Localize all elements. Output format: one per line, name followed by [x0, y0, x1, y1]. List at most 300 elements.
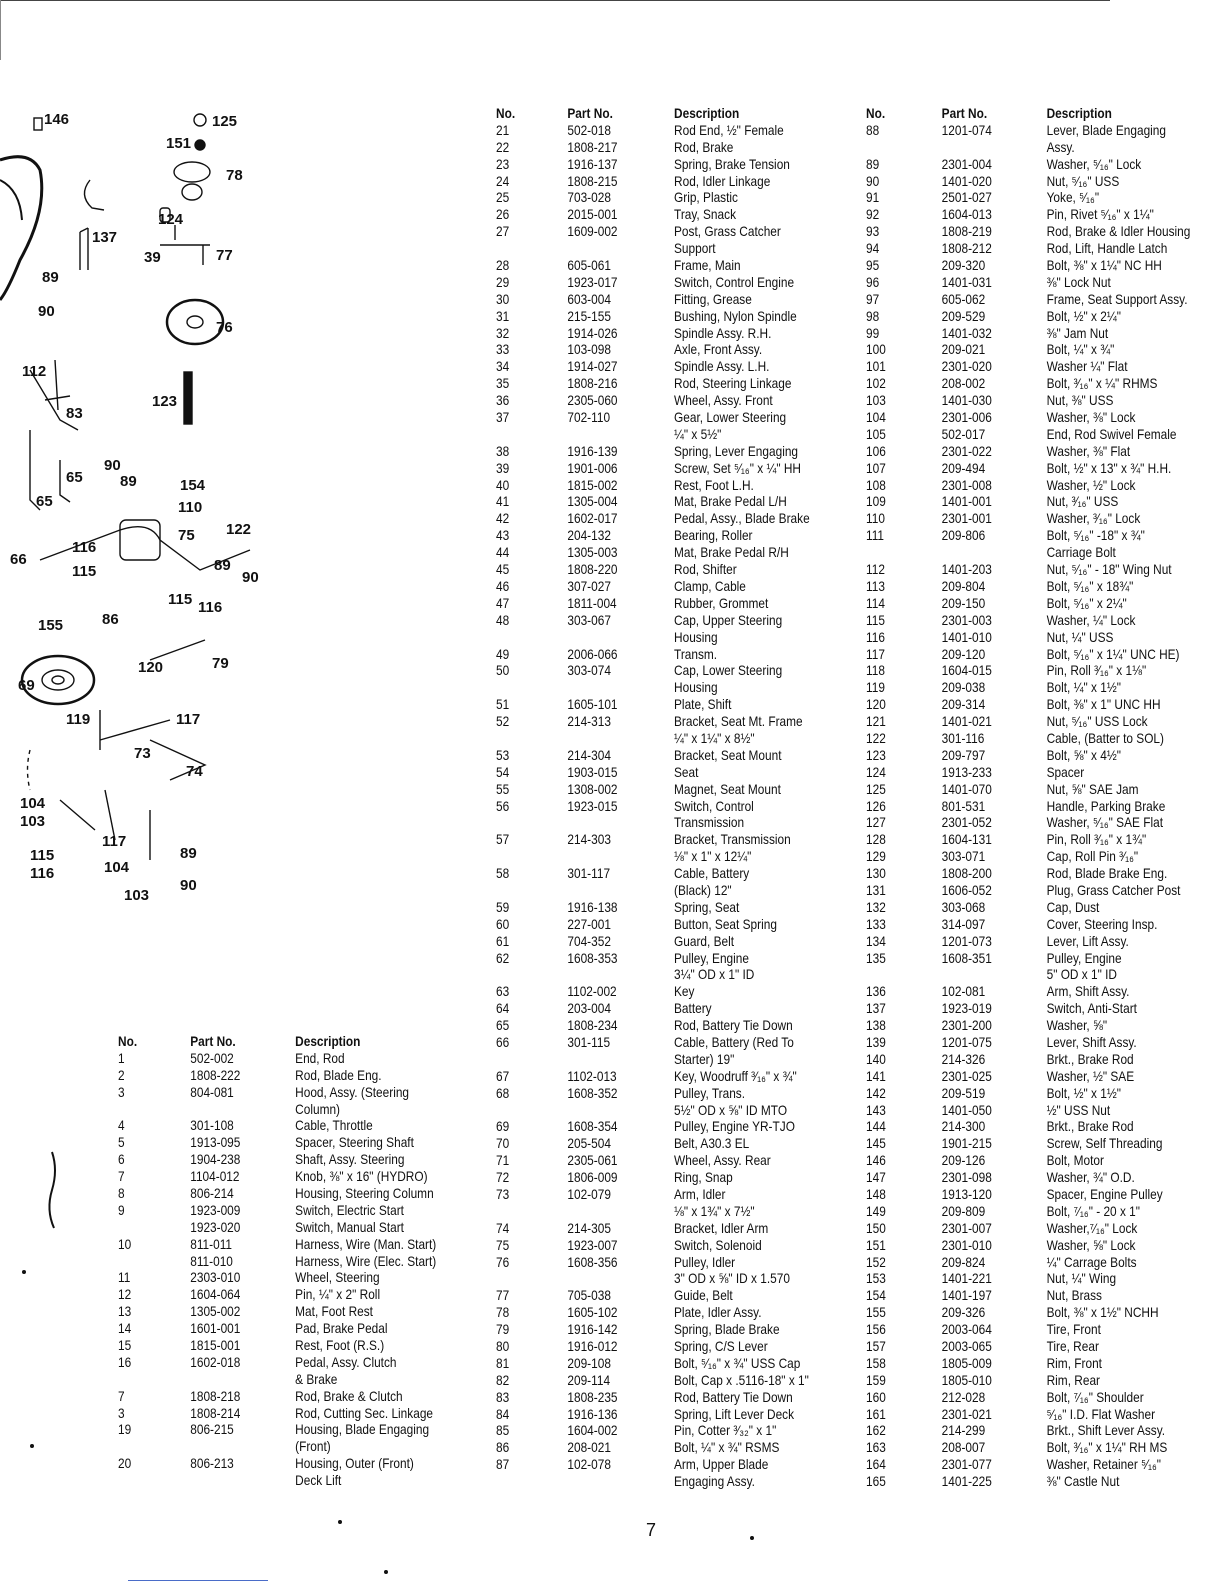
part-description: Wheel, Assy. Front	[674, 393, 773, 409]
part-number-index: 25	[496, 190, 510, 206]
part-number: 1608-356	[567, 1254, 618, 1270]
speck	[384, 1570, 388, 1574]
part-number: 301-116	[941, 730, 985, 746]
callout-125: 125	[212, 113, 238, 130]
part-description: Pedal, Assy., Blade Brake	[674, 511, 810, 527]
part-description: Tire, Rear	[1046, 1339, 1099, 1355]
part-number: 209-108	[567, 1355, 611, 1371]
part-number-index: 82	[496, 1372, 510, 1388]
part-number-index: 24	[496, 173, 510, 189]
part-number-index: 30	[496, 291, 510, 307]
speck	[22, 1270, 26, 1274]
callout-89d: 89	[180, 845, 197, 862]
part-description: Cable, Battery (Red To	[674, 1034, 794, 1050]
callout-65b: 65	[36, 493, 53, 510]
part-number: 1808-217	[567, 139, 618, 155]
part-number: 102-078	[567, 1457, 611, 1473]
part-number-index: 159	[866, 1372, 886, 1388]
part-number-index: 76	[496, 1254, 510, 1270]
part-number-index: 127	[866, 815, 886, 831]
part-number: 208-007	[941, 1440, 986, 1456]
callout-83: 83	[66, 405, 83, 422]
part-number-index: 43	[496, 528, 510, 544]
callout-74: 74	[186, 763, 203, 780]
part-number: 2301-003	[941, 612, 992, 628]
callout-77: 77	[216, 247, 233, 264]
part-number-index: 97	[866, 291, 880, 307]
part-description: & Brake	[295, 1371, 338, 1387]
part-description: Arm, Upper Blade	[674, 1457, 769, 1473]
callout-103b: 103	[124, 887, 150, 904]
part-number: 1605-101	[567, 697, 618, 713]
part-description: Bolt, ⁵⁄₁₆" -18" x ¾"	[1046, 528, 1145, 544]
part-description: Spring, Blade Brake	[674, 1322, 780, 1338]
part-number: 1808-235	[567, 1389, 618, 1405]
part-description: Clamp, Cable	[674, 578, 746, 594]
part-number: 212-028	[941, 1389, 986, 1405]
part-description: Pin, Rivet ⁵⁄₁₆" x 1¼"	[1046, 207, 1154, 223]
part-number-index: 86	[496, 1440, 510, 1456]
part-number-index: 98	[866, 308, 880, 324]
part-number-index: 145	[866, 1136, 886, 1152]
part-number: 102-081	[941, 984, 986, 1000]
part-number: 1923-017	[567, 274, 618, 290]
part-number-index: 108	[866, 477, 886, 493]
part-description: Switch, Anti-Start	[1046, 1001, 1137, 1017]
part-number-index: 7	[118, 1169, 125, 1185]
part-number: 1401-221	[941, 1271, 992, 1287]
part-number-index: 114	[866, 595, 885, 611]
part-description: Axle, Front Assy.	[674, 342, 763, 358]
part-description: Washer, ³⁄₁₆" Lock	[1046, 511, 1141, 527]
part-number: 1608-352	[567, 1085, 618, 1101]
part-description: Handle, Parking Brake	[1046, 798, 1166, 814]
part-number: 209-126	[941, 1153, 986, 1169]
part-number: 1913-120	[941, 1187, 992, 1202]
header-part-no: Part No.	[567, 106, 613, 121]
part-number-index: 41	[496, 494, 510, 510]
header-description: Description	[674, 106, 740, 121]
part-description: Pulley, Engine	[1046, 950, 1122, 966]
part-description: Mat, Brake Pedal R/H	[674, 545, 789, 561]
part-number: 214-304	[567, 747, 611, 763]
callout-119: 119	[66, 711, 91, 728]
part-description: Guide, Belt	[674, 1288, 733, 1304]
part-number-index: 142	[866, 1085, 886, 1101]
part-number-index: 151	[866, 1237, 886, 1253]
part-number-index: 130	[866, 866, 886, 882]
callout-86: 86	[102, 611, 119, 628]
part-number: 307-027	[567, 578, 611, 594]
part-number: 1923-015	[567, 798, 618, 814]
part-number: 1916-139	[567, 443, 618, 459]
part-number-index: 110	[866, 511, 885, 527]
part-description: Washer, ⅜" Flat	[1046, 443, 1131, 459]
part-number: 1914-026	[567, 325, 618, 341]
part-number: 1923-020	[190, 1219, 241, 1235]
part-description: Rod, Blade Brake Eng.	[1046, 866, 1168, 882]
part-number: 1916-012	[567, 1339, 618, 1355]
part-description: Plate, Shift	[674, 697, 732, 713]
part-number: 2501-027	[941, 190, 992, 206]
part-description: ⅜" Lock Nut	[1046, 274, 1111, 290]
part-description: Nut, ⅝" SAE Jam	[1046, 781, 1139, 797]
part-number: 1604-002	[567, 1423, 618, 1439]
part-number-index: 150	[866, 1220, 886, 1236]
part-description: Rod, Shifter	[674, 562, 737, 578]
callout-112: 112	[22, 363, 47, 380]
part-number-index: 74	[496, 1220, 510, 1236]
part-number-index: 146	[866, 1153, 886, 1169]
part-number-index: 88	[866, 122, 880, 138]
part-description: Nut, Brass	[1046, 1288, 1102, 1304]
part-description: Nut, ⅜" USS	[1046, 393, 1114, 409]
part-number-index: 121	[866, 714, 886, 730]
part-description: End, Rod Swivel Female	[1046, 426, 1177, 442]
part-number: 303-068	[941, 899, 986, 915]
part-description: Rim, Rear	[1046, 1372, 1101, 1388]
part-description: Cable, Throttle	[295, 1118, 373, 1134]
part-number: 209-519	[941, 1085, 986, 1101]
callout-66: 66	[10, 551, 27, 568]
part-number-index: 45	[496, 562, 510, 578]
part-number-index: 32	[496, 325, 510, 341]
part-number: 1808-222	[190, 1067, 241, 1083]
part-description: Switch, Control Engine	[674, 274, 795, 290]
part-description: Pin, Roll ³⁄₁₆" x 1⅛"	[1046, 663, 1147, 679]
part-number-index: 111	[866, 528, 885, 544]
part-description: Mat, Foot Rest	[295, 1304, 373, 1320]
part-description: Bolt, ⁵⁄₁₆" x ¾" USS Cap	[674, 1355, 801, 1371]
part-number: 301-117	[567, 866, 611, 882]
part-number: 801-531	[941, 798, 986, 814]
part-number-index: 5	[118, 1135, 125, 1151]
part-number-index: 95	[866, 258, 880, 274]
part-number: 1401-030	[941, 393, 992, 409]
part-number-index: 112	[866, 562, 885, 578]
part-description: Pad, Brake Pedal	[295, 1321, 388, 1337]
part-number: 1604-015	[941, 663, 992, 679]
part-description: Rod, Brake & Clutch	[295, 1388, 403, 1404]
part-number: 1602-018	[190, 1354, 241, 1370]
part-description: Housing, Blade Engaging	[295, 1422, 430, 1438]
part-number: 605-062	[941, 291, 986, 307]
callout-116c: 116	[30, 865, 55, 882]
part-number-index: 66	[496, 1034, 510, 1050]
part-number: 1104-012	[190, 1169, 240, 1185]
part-number: 209-021	[941, 342, 986, 358]
part-number: 502-017	[941, 426, 986, 442]
part-number: 1806-009	[567, 1170, 618, 1186]
part-number-index: 1	[118, 1050, 125, 1066]
part-number: 1401-203	[941, 562, 992, 578]
callout-115c: 115	[30, 847, 55, 864]
part-number: 2301-098	[941, 1170, 992, 1186]
part-number-index: 80	[496, 1339, 510, 1355]
part-description: Bolt, ³⁄₁₆" x 1¼" RH MS	[1046, 1440, 1168, 1456]
part-description: Washer,⁷⁄₁₆" Lock	[1046, 1220, 1138, 1236]
callout-90: 90	[38, 303, 55, 320]
part-number-index: 139	[866, 1034, 886, 1050]
part-number-index: 140	[866, 1051, 886, 1067]
part-number: 2301-008	[941, 477, 992, 493]
part-description: Rod, Blade Eng.	[295, 1067, 382, 1083]
part-number: 303-067	[567, 612, 611, 628]
part-description: Post, Grass Catcher	[674, 224, 781, 240]
part-description: Housing, Steering Column	[295, 1186, 434, 1202]
part-description: Key, Woodruff ³⁄₁₆" x ¾"	[674, 1068, 797, 1084]
part-number-index: 144	[866, 1119, 886, 1135]
part-description: Switch, Control	[674, 798, 754, 814]
callout-39: 39	[144, 249, 161, 266]
part-number-index: 126	[866, 798, 886, 814]
part-number-index: 106	[866, 443, 886, 459]
part-number: 208-021	[567, 1440, 611, 1456]
part-number: 214-313	[567, 714, 611, 730]
part-number: 1606-052	[941, 882, 992, 898]
part-description: Nut, ⁵⁄₁₆" USS	[1046, 173, 1120, 189]
part-description: Bolt, ³⁄₁₆" x ¼" RHMS	[1046, 376, 1158, 392]
part-description: ¼" x 5½"	[674, 426, 722, 442]
part-description: 3¼" OD x 1" ID	[674, 967, 755, 983]
part-number-index: 53	[496, 747, 510, 763]
part-description: Screw, Set ⁵⁄₁₆" x ¼" HH	[674, 460, 802, 476]
part-number-index: 72	[496, 1170, 510, 1186]
part-description: ⅛" x 1" x 12¼"	[674, 849, 752, 865]
part-number: 1815-002	[567, 477, 618, 493]
part-number: 103-098	[567, 342, 611, 358]
part-description: Assy.	[1046, 139, 1075, 155]
callout-89b: 89	[120, 473, 137, 490]
callout-137: 137	[92, 229, 118, 246]
part-number-index: 163	[866, 1440, 886, 1456]
header-description: Description	[1046, 106, 1112, 121]
part-number-index: 101	[866, 359, 886, 375]
part-number: 811-010	[190, 1253, 233, 1269]
part-number: 1601-001	[190, 1321, 241, 1337]
part-number: 2301-021	[941, 1406, 992, 1422]
part-number-index: 69	[496, 1119, 510, 1135]
callout-116b: 116	[198, 599, 223, 616]
part-description: Yoke, ⁵⁄₁₆"	[1046, 190, 1100, 206]
margin-bracket-mark	[44, 1150, 64, 1230]
part-number: 1605-102	[567, 1305, 618, 1321]
part-number-index: 3	[118, 1084, 125, 1100]
part-number-index: 4	[118, 1118, 125, 1134]
part-description: Pulley, Engine	[674, 950, 750, 966]
part-number-index: 34	[496, 359, 510, 375]
part-number: 1913-095	[190, 1135, 241, 1151]
part-number-index: 13	[118, 1304, 132, 1320]
callout-115: 115	[72, 563, 97, 580]
part-number: 1923-009	[190, 1202, 241, 1218]
callout-73: 73	[134, 745, 151, 762]
part-number-index: 77	[496, 1288, 510, 1304]
part-number-index: 75	[496, 1237, 510, 1253]
part-number-index: 33	[496, 342, 510, 358]
part-description: Spring, Brake Tension	[674, 156, 790, 172]
part-number: 2301-025	[941, 1068, 992, 1084]
part-number-index: 15	[118, 1338, 132, 1354]
part-number: 1305-003	[567, 545, 618, 561]
callout-90d: 90	[180, 877, 197, 894]
part-number: 204-132	[567, 528, 611, 544]
speck	[750, 1536, 754, 1540]
part-description: Bracket, Idler Arm	[674, 1220, 769, 1236]
part-description: Arm, Idler	[674, 1187, 726, 1202]
part-number-index: 6	[118, 1152, 125, 1168]
part-number: 1916-137	[567, 156, 618, 172]
part-number: 1401-050	[941, 1102, 992, 1118]
part-number: 2015-001	[567, 207, 618, 223]
part-description: Wheel, Steering	[295, 1270, 380, 1286]
part-number-index: 20	[118, 1456, 132, 1472]
part-number: 209-038	[941, 680, 986, 696]
part-description: ⅜" Jam Nut	[1046, 325, 1109, 341]
part-description: Bolt, ⁷⁄₁₆" Shoulder	[1046, 1389, 1144, 1405]
part-number-index: 22	[496, 139, 510, 155]
part-number: 1401-031	[941, 274, 992, 290]
footer-rule	[128, 1580, 268, 1581]
callout-75: 75	[178, 527, 195, 544]
part-description: Bracket, Seat Mount	[674, 747, 782, 763]
exploded-parts-diagram	[0, 100, 320, 920]
part-description: Nut, ⁵⁄₁₆" - 18" Wing Nut	[1046, 562, 1172, 578]
part-number: 1305-004	[567, 494, 618, 510]
part-description: Washer, ½" SAE	[1046, 1068, 1135, 1084]
part-number-index: 67	[496, 1068, 510, 1084]
part-number-index: 129	[866, 849, 886, 865]
part-description: Key	[674, 984, 695, 1000]
part-number: 1805-009	[941, 1355, 992, 1371]
part-number-index: 118	[866, 663, 885, 679]
part-description: Frame, Seat Support Assy.	[1046, 291, 1188, 307]
part-number: 1401-001	[941, 494, 992, 510]
part-number-index: 94	[866, 241, 880, 257]
part-number-index: 115	[866, 612, 885, 628]
part-number: 209-529	[941, 308, 986, 324]
part-description: Bolt, ⅜" x 1" UNC HH	[1046, 697, 1161, 713]
part-number-index: 37	[496, 410, 510, 426]
part-description: Spring, C/S Lever	[674, 1339, 768, 1355]
part-number-index: 85	[496, 1423, 510, 1439]
part-number-index: 116	[866, 629, 885, 645]
part-number: 1815-001	[190, 1338, 241, 1354]
part-number-index: 49	[496, 646, 510, 662]
callout-103: 103	[20, 813, 46, 830]
part-number: 215-155	[567, 308, 611, 324]
part-description: Shaft, Assy. Steering	[295, 1152, 405, 1168]
part-description: Cable, Battery	[674, 866, 750, 882]
part-number: 214-299	[941, 1423, 986, 1439]
part-number-index: 165	[866, 1474, 886, 1490]
part-number: 2301-006	[941, 410, 992, 426]
part-number-index: 29	[496, 274, 510, 290]
part-number-index: 56	[496, 798, 510, 814]
part-number-index: 100	[866, 342, 886, 358]
part-description: Plug, Grass Catcher Post	[1046, 882, 1181, 898]
part-number-index: 141	[866, 1068, 886, 1084]
part-description: Bolt, ⅜" x 1½" NCHH	[1046, 1305, 1159, 1321]
part-description: ⅛" x 1¾" x 7½"	[674, 1203, 755, 1219]
part-description: Battery	[674, 1001, 712, 1017]
part-description: Switch, Solenoid	[674, 1237, 762, 1253]
part-description: Rod End, ½" Female	[674, 122, 784, 138]
part-number: 2301-010	[941, 1237, 992, 1253]
part-description: Bolt, Cap x .5116-18" x 1"	[674, 1372, 809, 1388]
header-no: No.	[118, 1034, 138, 1049]
part-number-index: 23	[496, 156, 510, 172]
part-number: 703-028	[567, 190, 611, 206]
part-number: 1808-214	[190, 1405, 241, 1421]
part-description: Starter) 19"	[674, 1051, 735, 1067]
part-number-index: 71	[496, 1153, 510, 1169]
part-number: 806-214	[190, 1186, 234, 1202]
part-number: 1808-215	[567, 173, 618, 189]
part-description: Pulley, Trans.	[674, 1085, 746, 1101]
part-number-index: 99	[866, 325, 880, 341]
part-number-index: 44	[496, 545, 510, 561]
part-number-index: 93	[866, 224, 880, 240]
part-description: Grip, Plastic	[674, 190, 738, 206]
part-description: Washer, Retainer ⁵⁄₁₆"	[1046, 1457, 1162, 1473]
part-number: 2303-010	[190, 1270, 241, 1286]
part-number-index: 70	[496, 1136, 510, 1152]
part-number: 1609-002	[567, 224, 618, 240]
callout-89c: 89	[214, 557, 231, 574]
part-description: Pin, Cotter ³⁄₃₂" x 1"	[674, 1423, 777, 1439]
part-number: 2301-004	[941, 156, 992, 172]
part-description: Rim, Front	[1046, 1355, 1102, 1371]
header-part-no: Part No.	[190, 1034, 236, 1049]
part-description: Spacer	[1046, 764, 1085, 780]
part-number: 102-079	[567, 1187, 611, 1202]
part-description: Spacer, Steering Shaft	[295, 1135, 414, 1151]
part-description: Washer, ½" Lock	[1046, 477, 1136, 493]
part-description: Seat	[674, 764, 699, 780]
part-number: 1604-064	[190, 1287, 241, 1303]
callout-69: 69	[18, 677, 35, 694]
part-number-index: 48	[496, 612, 510, 628]
part-number-index: 62	[496, 950, 510, 966]
callout-89: 89	[42, 269, 59, 286]
part-description: Knob, ⅜" x 16" (HYDRO)	[295, 1169, 428, 1185]
part-number: 209-150	[941, 595, 986, 611]
part-number: 806-215	[190, 1422, 234, 1438]
part-number-index: 63	[496, 984, 510, 1000]
part-description: Washer, ⁵⁄₁₆" Lock	[1046, 156, 1142, 172]
part-number-index: 3	[118, 1405, 125, 1421]
part-number: 1604-013	[941, 207, 992, 223]
part-number: 1305-002	[190, 1304, 241, 1320]
part-description: 3" OD x ⅝" ID x 1.570	[674, 1271, 790, 1287]
part-description: Lever, Blade Engaging	[1046, 122, 1167, 138]
part-description: Pulley, Engine YR-TJO	[674, 1119, 795, 1135]
callout-117b: 117	[102, 833, 127, 850]
part-description: 5" OD x 1" ID	[1046, 967, 1118, 983]
part-number: 301-108	[190, 1118, 234, 1134]
part-number: 203-004	[567, 1001, 611, 1017]
header-no: No.	[496, 106, 516, 121]
part-number-index: 54	[496, 764, 510, 780]
part-description: Bearing, Roller	[674, 528, 753, 544]
callout-115b: 115	[168, 591, 193, 608]
part-number-index: 16	[118, 1354, 132, 1370]
part-number-index: 83	[496, 1389, 510, 1405]
callout-154: 154	[180, 477, 206, 494]
part-description: Nut, ⁵⁄₁₆" USS Lock	[1046, 714, 1148, 730]
part-number: 214-303	[567, 832, 611, 848]
